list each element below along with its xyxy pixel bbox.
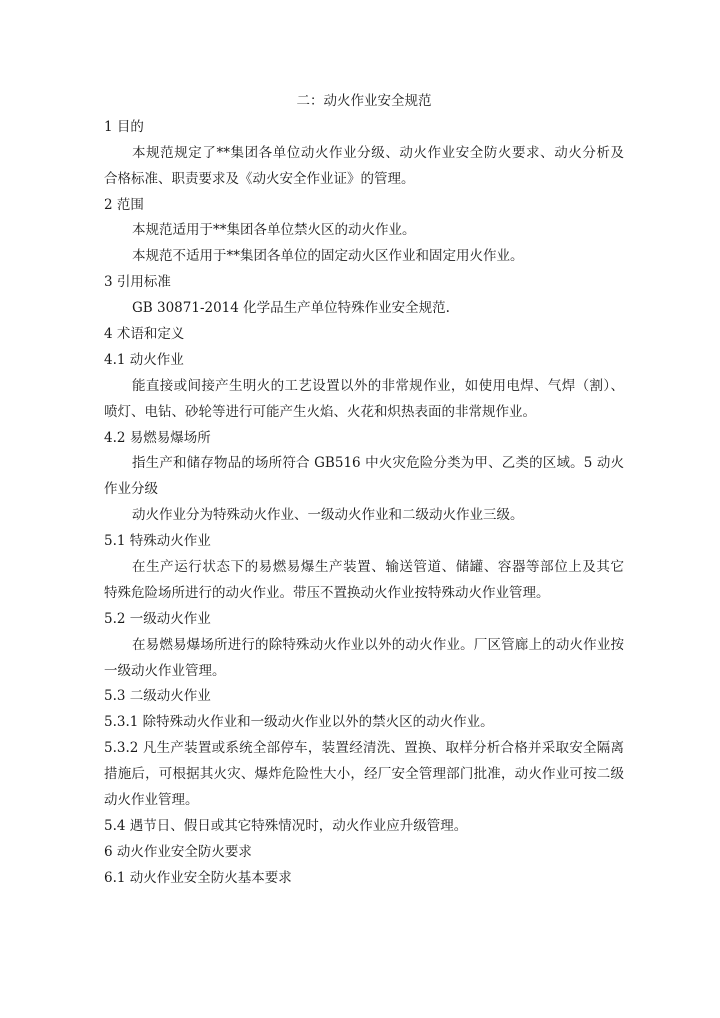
subsection-heading: 5.1 特殊动火作业 bbox=[104, 533, 211, 550]
paragraph-line: 作业分级 bbox=[104, 481, 158, 498]
paragraph-line: 5.3.1 除特殊动火作业和一级动火作业以外的禁火区的动火作业。 bbox=[104, 714, 494, 731]
subsection-heading: 5.2 一级动火作业 bbox=[104, 610, 211, 627]
section-heading: 1 目的 bbox=[104, 118, 144, 135]
paragraph-line: 动火作业分为特殊动火作业、一级动火作业和二级动火作业三级。 bbox=[132, 507, 524, 524]
paragraph-line: 喷灯、电钻、砂轮等进行可能产生火焰、火花和炽热表面的非常规作业。 bbox=[104, 403, 536, 420]
paragraph-line: 本规范规定了**集团各单位动火作业分级、动火作业安全防火要求、动火分析及 bbox=[132, 144, 624, 161]
paragraph-line: 合格标准、职责要求及《动火安全作业证》的管理。 bbox=[104, 170, 415, 187]
section-heading: 2 范围 bbox=[104, 196, 144, 213]
section-heading: 3 引用标准 bbox=[104, 274, 171, 291]
paragraph-line: 能直接或间接产生明火的工艺设置以外的非常规作业，如使用电焊、气焊（割）、 bbox=[132, 377, 624, 394]
subsection-heading: 5.3 二级动火作业 bbox=[104, 688, 211, 705]
paragraph-line: 本规范适用于**集团各单位禁火区的动火作业。 bbox=[132, 222, 416, 239]
subsection-heading: 6.1 动火作业安全防火基本要求 bbox=[104, 869, 292, 886]
paragraph-line: 一级动火作业管理。 bbox=[104, 662, 226, 679]
section-heading: 6 动火作业安全防火要求 bbox=[104, 843, 252, 860]
paragraph-line: 在生产运行状态下的易燃易爆生产装置、输送管道、储罐、容器等部位上及其它 bbox=[132, 559, 624, 576]
paragraph-line: 特殊危险场所进行的动火作业。带压不置换动火作业按特殊动火作业管理。 bbox=[104, 584, 550, 601]
section-heading: 4 术语和定义 bbox=[104, 326, 185, 343]
paragraph-line: 措施后，可根据其火灾、爆炸危险性大小，经厂安全管理部门批准，动火作业可按二级 bbox=[104, 766, 624, 783]
paragraph-line: 5.4 遇节日、假日或其它特殊情况时，动火作业应升级管理。 bbox=[104, 817, 468, 834]
paragraph-line: 动火作业管理。 bbox=[104, 792, 199, 809]
document-title: 二：动火作业安全规范 bbox=[296, 93, 432, 109]
paragraph-line: 指生产和储存物品的场所符合 GB516 中火灾危险分类为甲、乙类的区域。5 动火 bbox=[132, 455, 624, 472]
paragraph-line: GB 30871-2014 化学品生产单位特殊作业安全规范. bbox=[132, 300, 450, 317]
paragraph-line: 5.3.2 凡生产装置或系统全部停车，装置经清洗、置换、取样分析合格并采取安全隔离 bbox=[104, 740, 624, 757]
paragraph-line: 本规范不适用于**集团各单位的固定动火区作业和固定用火作业。 bbox=[132, 248, 524, 265]
document-page bbox=[104, 89, 624, 892]
subsection-heading: 4.2 易燃易爆场所 bbox=[104, 429, 211, 446]
paragraph-line: 在易燃易爆场所进行的除特殊动火作业以外的动火作业。厂区管廊上的动火作业按 bbox=[132, 636, 624, 653]
subsection-heading: 4.1 动火作业 bbox=[104, 351, 184, 368]
